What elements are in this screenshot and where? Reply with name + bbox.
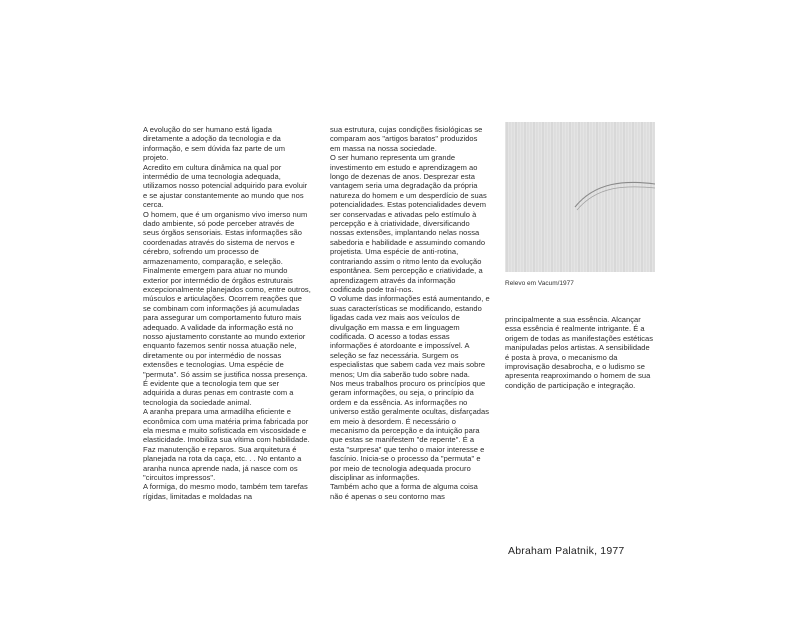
paragraph: Nos meus trabalhos procuro os princípios que geram informações, ou seja, o princípio da ordem e da essência. As informações no universo estão geralmente ocultas, disfarçadas em meio à desordem. É necessário o mecanismo da percepção e da intuição para que estas se manifestem "de repente". É a esta "surpresa" que tenho o maior interesse e fascínio. Inicia-se o processo da "permuta" e por meio de tecnologia adequada procuro disciplinar as informações.: [330, 378, 490, 483]
paragraph: O homem, que é um organismo vivo imerso num dado ambiente, só pode perceber através de seus órgãos sensoriais. Estas informações são coordenadas através do sistema de nervos e cérebro, sofrendo um processo de armazenamento, comparação, e seleção. Finalmente emergem para atuar no mundo exterior por intermédio de órgãos estruturais excepcionalmente planejados como, entre outros, músculos e articulações. Ocorrem reações que se combinam com informações já acumuladas para assegurar um comportamento futuro mais adequado. A validade da informação está no nosso ajustamento constante ao mundo exterior enquanto fazemos sentir nossa atuação nele, diretamente ou por intermédio de nossas extensões e tecnologias. Uma espécie de "permuta". Só assim se justifica nossa presença.: [143, 209, 311, 379]
text-column-3: [505, 315, 655, 390]
paragraph: Também acho que a forma de alguma coisa não é apenas o seu contorno mas: [330, 482, 478, 501]
paragraph: sua estrutura, cujas condições fisiológicas se comparam aos "artigos baratos" produzidos em massa na nossa sociedade.: [330, 125, 483, 153]
artwork-relief-graphic: [505, 122, 655, 272]
artwork-caption: Relevo em Vacum/1977: [505, 280, 574, 287]
text-column-1: [143, 125, 311, 501]
paragraph: O volume das informações está aumentando, e suas características se modificando, estando ligadas cada vez mais aos veículos de divulgação em massa e em linguagem codificada. O acesso a todas essas informações é atordoante e impossível. A seleção se faz necessária. Surgem os especialistas que sabem cada vez mais sobre menos; Um dia saberão tudo sobre nada.: [330, 294, 490, 379]
paragraph: A evolução do ser humano está ligada diretamente a adoção da tecnologia e da informação, e sem dúvida faz parte de um projeto.: [143, 125, 286, 163]
paragraph: É evidente que a tecnologia tem que ser adquirida a duras penas em contraste com a tecnologia da sociedade animal.: [143, 378, 294, 407]
paragraph: principalmente a sua essência. Alcançar essa essência é realmente intrigante. É a origem de todas as manifestações estéticas manipuladas pelos artistas. A sensibilidade é posta à prova, o mecanismo da improvisação desabrocha, e o ludismo se apresenta reaproximando o homem de sua condição de participação e integração.: [505, 315, 654, 390]
paragraph: A formiga, do mesmo modo, também tem tarefas rígidas, limitadas e moldadas na: [143, 482, 308, 501]
paragraph: Acredito em cultura dinâmica na qual por intermédio de uma tecnologia adequada, utilizamos nosso potencial adquirido para evoluir e se ajustar constantemente ao mundo que nos cerca.: [143, 162, 308, 210]
author-signature: Abraham Palatnik, 1977: [508, 545, 625, 557]
paragraph: A aranha prepara uma armadilha eficiente e econômica com uma matéria prima fabricada por ela mesma e muito sofisticada em viscosidade e elasticidade. Imobiliza sua vítima com habilidade. Faz manutenção e reparos. Sua arquitetura é planejada na rota da caça, etc. . . No entanto a aranha nunca aprende nada, já nasce com os "circuitos impressos".: [143, 407, 310, 483]
artwork-image: [505, 122, 655, 272]
text-column-2: [330, 125, 490, 501]
paragraph: O ser humano representa um grande investimento em estudo e aprendizagem ao longo de dezenas de anos. Desprezar esta vantagem seria uma degradação da própria natureza do homem e um desperdício de suas potencialidades. Estas potencialidades devem ser conservadas e ativadas pelo estímulo à percepção e à criatividade, diversificando nossas extensões, implantando nelas nossa sabedoria e habilidade e assumindo comando projetista. Uma espécie de anti-rotina, contrariando assim o ritmo lento da evolução espontânea. Sem percepção e criatividade, a aprendizagem através da informação codificada pode traí-nos.: [330, 153, 487, 294]
